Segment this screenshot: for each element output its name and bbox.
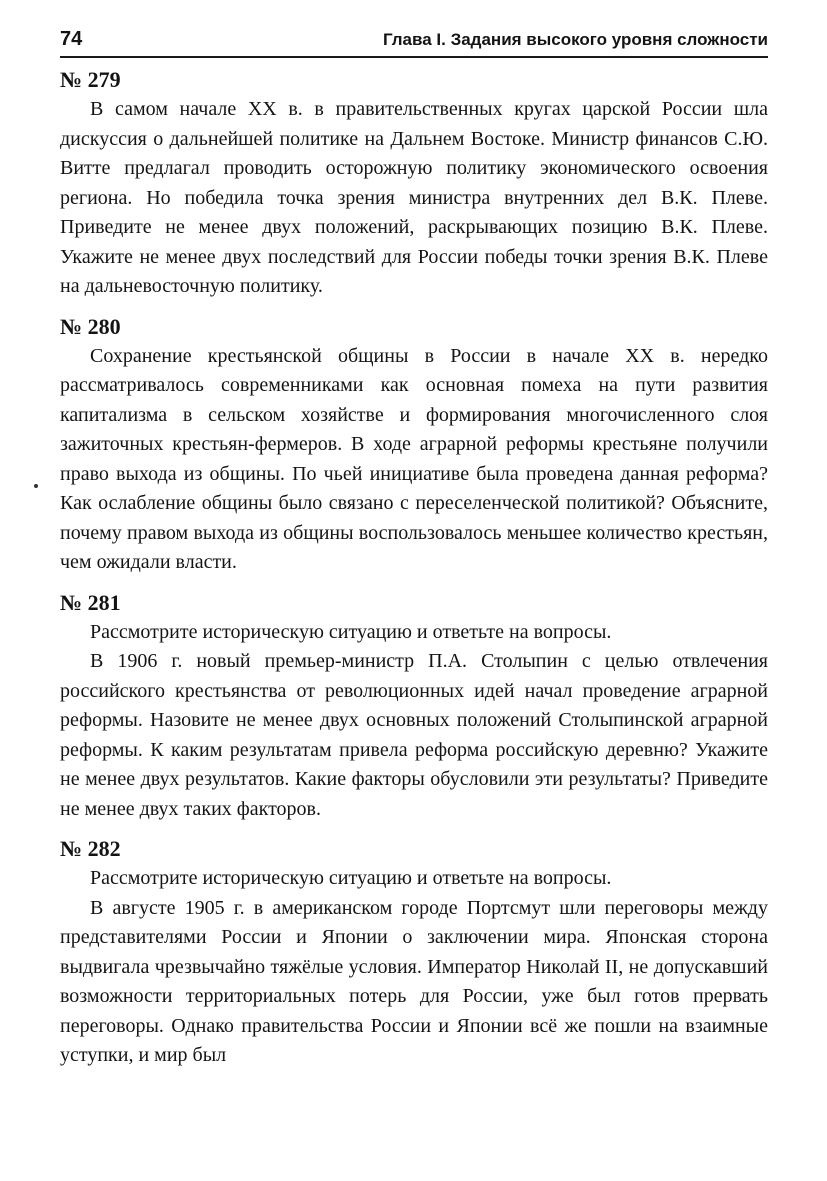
task-number: № 279 (60, 67, 121, 92)
page-content (60, 65, 768, 1081)
task-number: № 280 (60, 313, 121, 339)
print-speck (34, 484, 38, 488)
task-number: № 282 (60, 836, 121, 861)
task-280 (60, 312, 768, 578)
page-number: 74 (60, 28, 83, 50)
task-279 (60, 65, 768, 302)
task-number: № 281 (60, 589, 121, 615)
task-paragraph: В августе 1905 г. в американском городе Портсмут шли переговоры между представителями России и Японии о заключении мира. Японская сторона выдвигала чрезвычайно тяжёлые условия. Император Николай II, не допускавший возможности территориальных потерь для России, уже был готов прервать переговоры. Однако правительства России и Японии всё же пошли на взаимные уступки, и мир был (60, 896, 768, 1066)
chapter-title: Глава I. Задания высокого уровня сложности (382, 30, 768, 49)
task-instruction: Рассмотрите историческую ситуацию и ответьте на вопросы. (90, 620, 612, 643)
task-paragraph: В 1906 г. новый премьер-министр П.А. Столыпин с целью отвлечения российского крестьянства от революционных идей начал проведение аграрной реформы. Назовите не менее двух основных положений Столыпинской аграрной реформы. К каким результатам привела реформа российскую деревню? Укажите не менее двух результатов. Какие факторы обусловили эти результаты? Приведите не менее двух таких факторов. (60, 650, 768, 820)
task-281 (60, 588, 768, 825)
task-paragraph: В самом начале XX в. в правительственных кругах царской России шла дискуссия о дальнейшей политике на Дальнем Востоке. Министр финансов С.Ю. Витте предлагал проводить осторожную политику экономического освоения региона. Но победила точка зрения министра внутренних дел В.К. Плеве. Приведите не менее двух положений, раскрывающих позицию В.К. Плеве. Укажите не менее двух последствий для России победы точки зрения В.К. Плеве на дальневосточную политику. (60, 98, 768, 297)
page-header (60, 24, 768, 58)
task-instruction: Рассмотрите историческую ситуацию и ответьте на вопросы. (90, 867, 612, 889)
task-282 (60, 834, 768, 1071)
task-paragraph: Сохранение крестьянской общины в России в начале XX в. нередко рассматривалось современниками как основная помеха на пути развития капитализма в сельском хозяйстве и формирования многочисленного слоя зажиточных крестьян-фермеров. В ходе аграрной реформы крестьяне получили право выхода из общины. По чьей инициативе была проведена данная реформа? Как ослабление общины было связано с переселенческой политикой? Объясните, почему правом выхода из общины воспользовалось меньшее количество крестьян, чем ожидали власти. (60, 344, 768, 573)
